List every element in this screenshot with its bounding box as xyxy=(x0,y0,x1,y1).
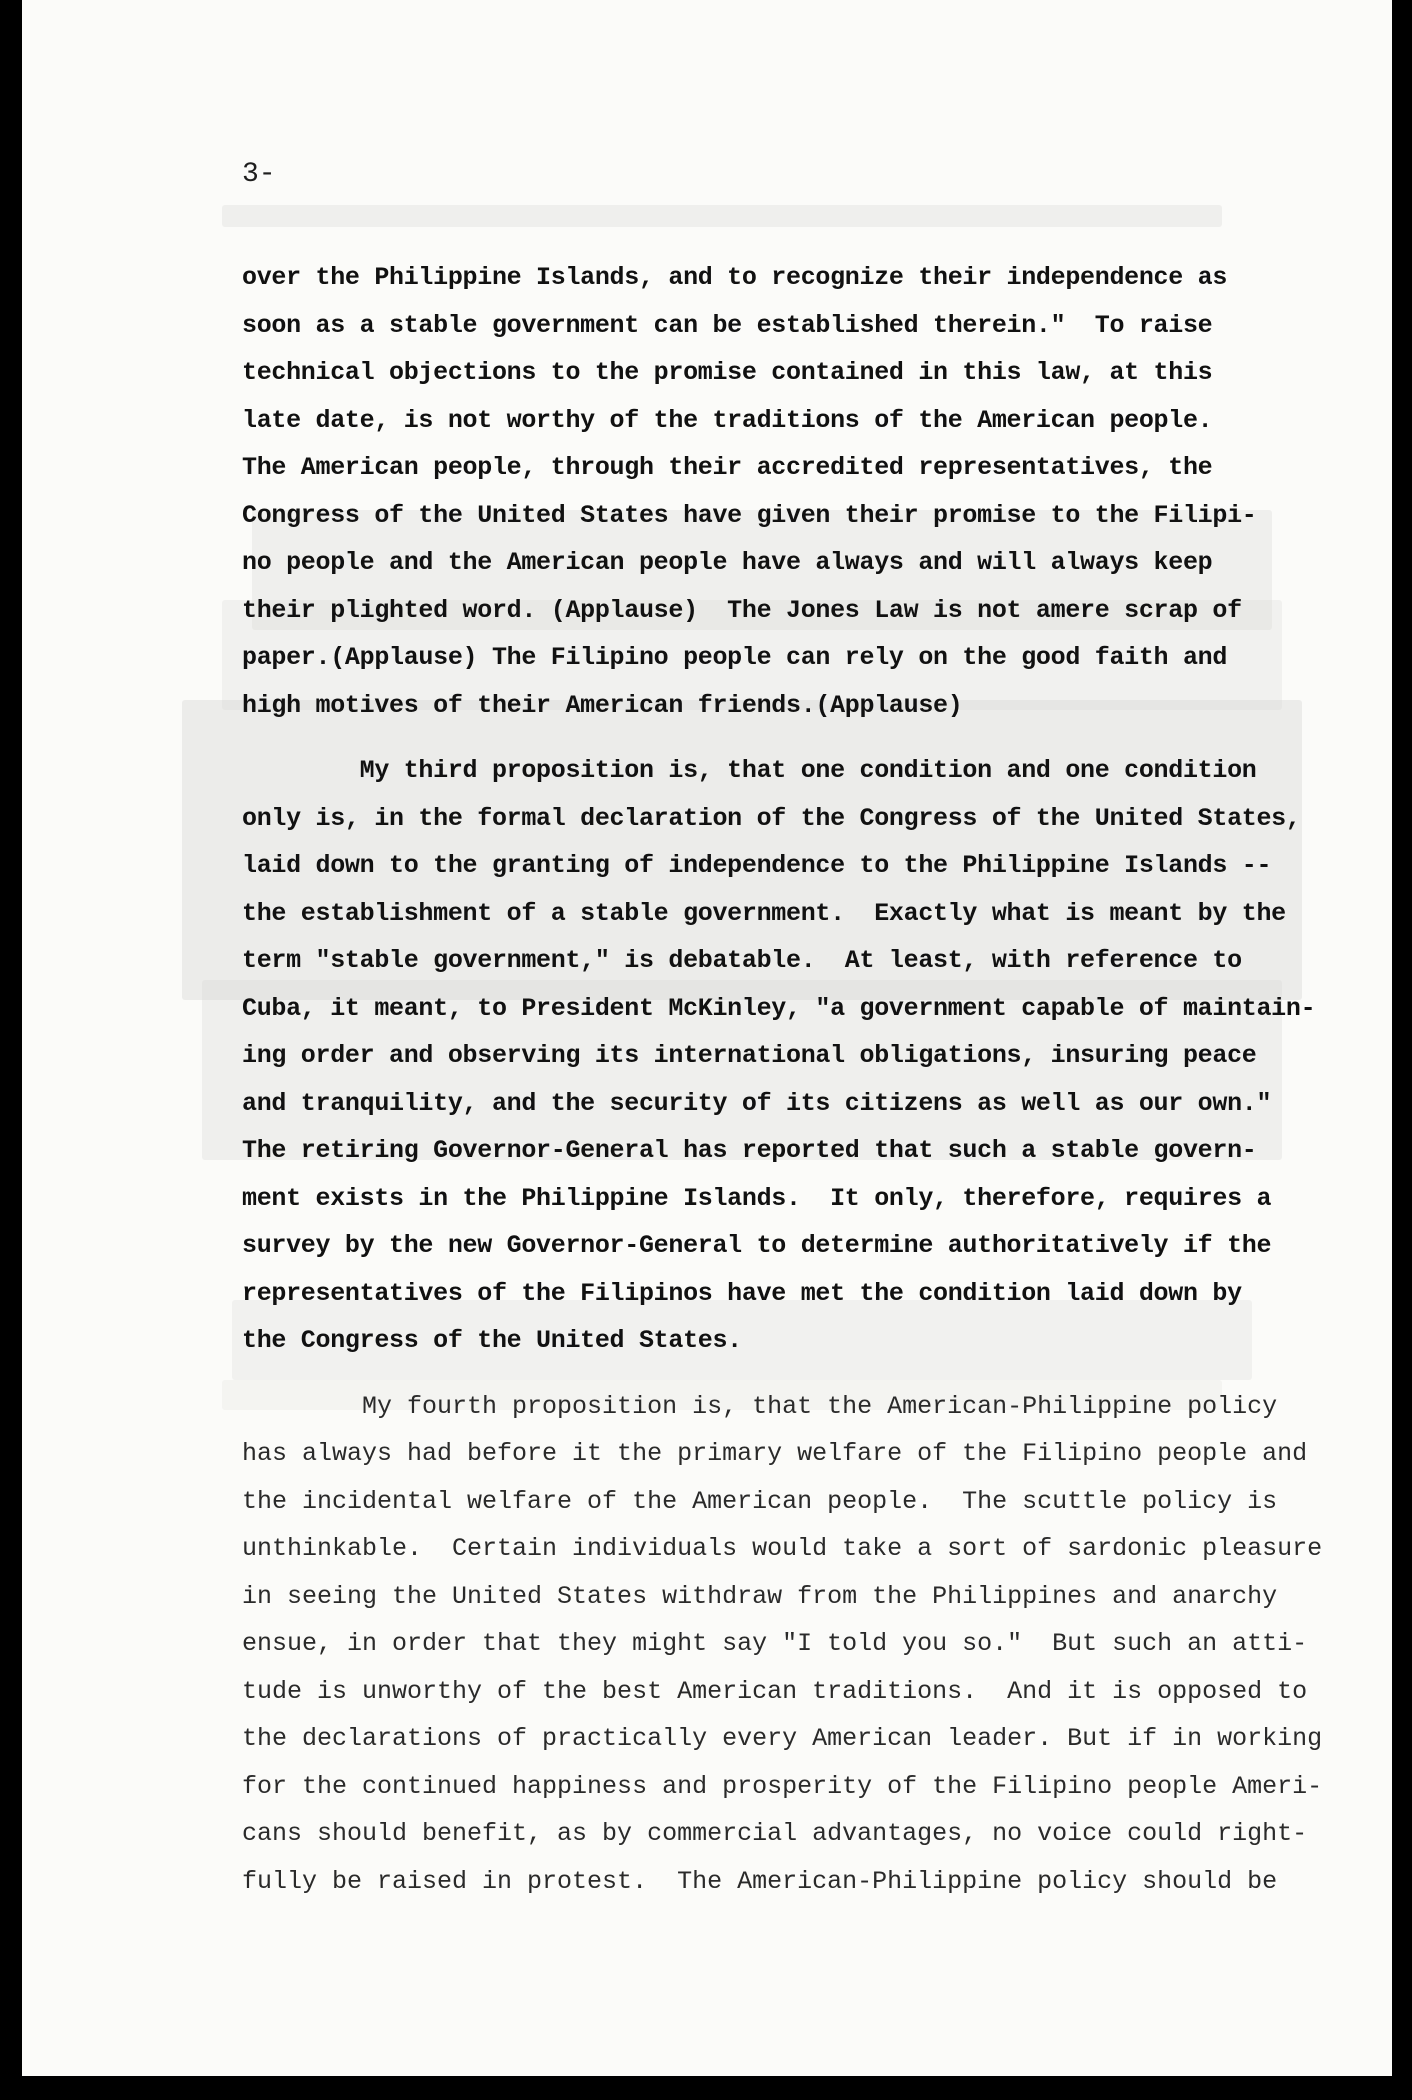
typed-text-body xyxy=(242,158,1323,1905)
text-line: tude is unworthy of the best American traditions. And it is opposed to xyxy=(242,1676,1308,1706)
text-line: cans should benefit, as by commercial advantages, no voice could right- xyxy=(242,1819,1308,1848)
text-line: My fourth proposition is, that the American-Philippine policy xyxy=(242,1391,1278,1421)
text-line: technical objections to the promise contained in this law, at this xyxy=(242,358,1213,387)
document-page xyxy=(22,0,1392,2076)
text-line: no people and the American people have always and will always keep xyxy=(242,548,1213,577)
text-line: Cuba, it meant, to President McKinley, "a government capable of maintain- xyxy=(242,993,1316,1023)
text-line: for the continued happiness and prosperity of the Filipino people Ameri- xyxy=(242,1771,1323,1801)
text-line: the incidental welfare of the American people. The scuttle policy is xyxy=(242,1486,1278,1516)
text-line: the declarations of practically every American leader. But if in working xyxy=(242,1724,1323,1753)
text-line: paper.(Applause) The Filipino people can rely on the good faith and xyxy=(242,643,1228,672)
text-line: ensue, in order that they might say "I told you so." But such an atti- xyxy=(242,1629,1308,1658)
text-line: soon as a stable government can be established therein." To raise xyxy=(242,310,1213,340)
text-line: Congress of the United States have given their promise to the Filipi- xyxy=(242,500,1257,530)
text-line: only is, in the formal declaration of the Congress of the United States, xyxy=(242,803,1301,833)
text-line: The American people, through their accredited representatives, the xyxy=(242,453,1213,482)
paragraph-fourth-proposition xyxy=(242,1383,1323,1906)
page-number: 3- xyxy=(242,159,276,190)
paragraph-independence-promise xyxy=(242,254,1312,729)
text-line: fully be raised in protest. The American-Philippine policy should be xyxy=(242,1866,1278,1896)
text-line: high motives of their American friends.(Applause) xyxy=(242,690,963,720)
text-line: ing order and observing its international obligations, insuring peace xyxy=(242,1041,1257,1070)
text-line: the Congress of the United States. xyxy=(242,1326,742,1355)
paragraph-third-proposition xyxy=(242,747,1316,1365)
text-line: ment exists in the Philippine Islands. It only, therefore, requires a xyxy=(242,1183,1272,1213)
text-line: and tranquility, and the security of its citizens as well as our own." xyxy=(242,1088,1272,1118)
text-line: late date, is not worthy of the traditions of the American people. xyxy=(242,405,1213,435)
text-line: over the Philippine Islands, and to recognize their independence as xyxy=(242,263,1228,292)
text-line: representatives of the Filipinos have met the condition laid down by xyxy=(242,1278,1242,1308)
text-line: The retiring Governor-General has reported that such a stable govern- xyxy=(242,1136,1257,1165)
text-line: term "stable government," is debatable. At least, with reference to xyxy=(242,946,1242,975)
text-line: in seeing the United States withdraw from the Philippines and anarchy xyxy=(242,1581,1278,1611)
text-line: their plighted word. (Applause) The Jones Law is not amere scrap of xyxy=(242,595,1242,625)
text-line: the establishment of a stable government. Exactly what is meant by the xyxy=(242,898,1286,928)
text-line: unthinkable. Certain individuals would take a sort of sardonic pleasure xyxy=(242,1534,1323,1563)
text-line: laid down to the granting of independence to the Philippine Islands -- xyxy=(242,851,1272,880)
text-line: survey by the new Governor-General to determine authoritatively if the xyxy=(242,1231,1272,1260)
text-line: My third proposition is, that one condition and one condition xyxy=(242,756,1257,785)
text-line: has always had before it the primary welfare of the Filipino people and xyxy=(242,1439,1308,1468)
